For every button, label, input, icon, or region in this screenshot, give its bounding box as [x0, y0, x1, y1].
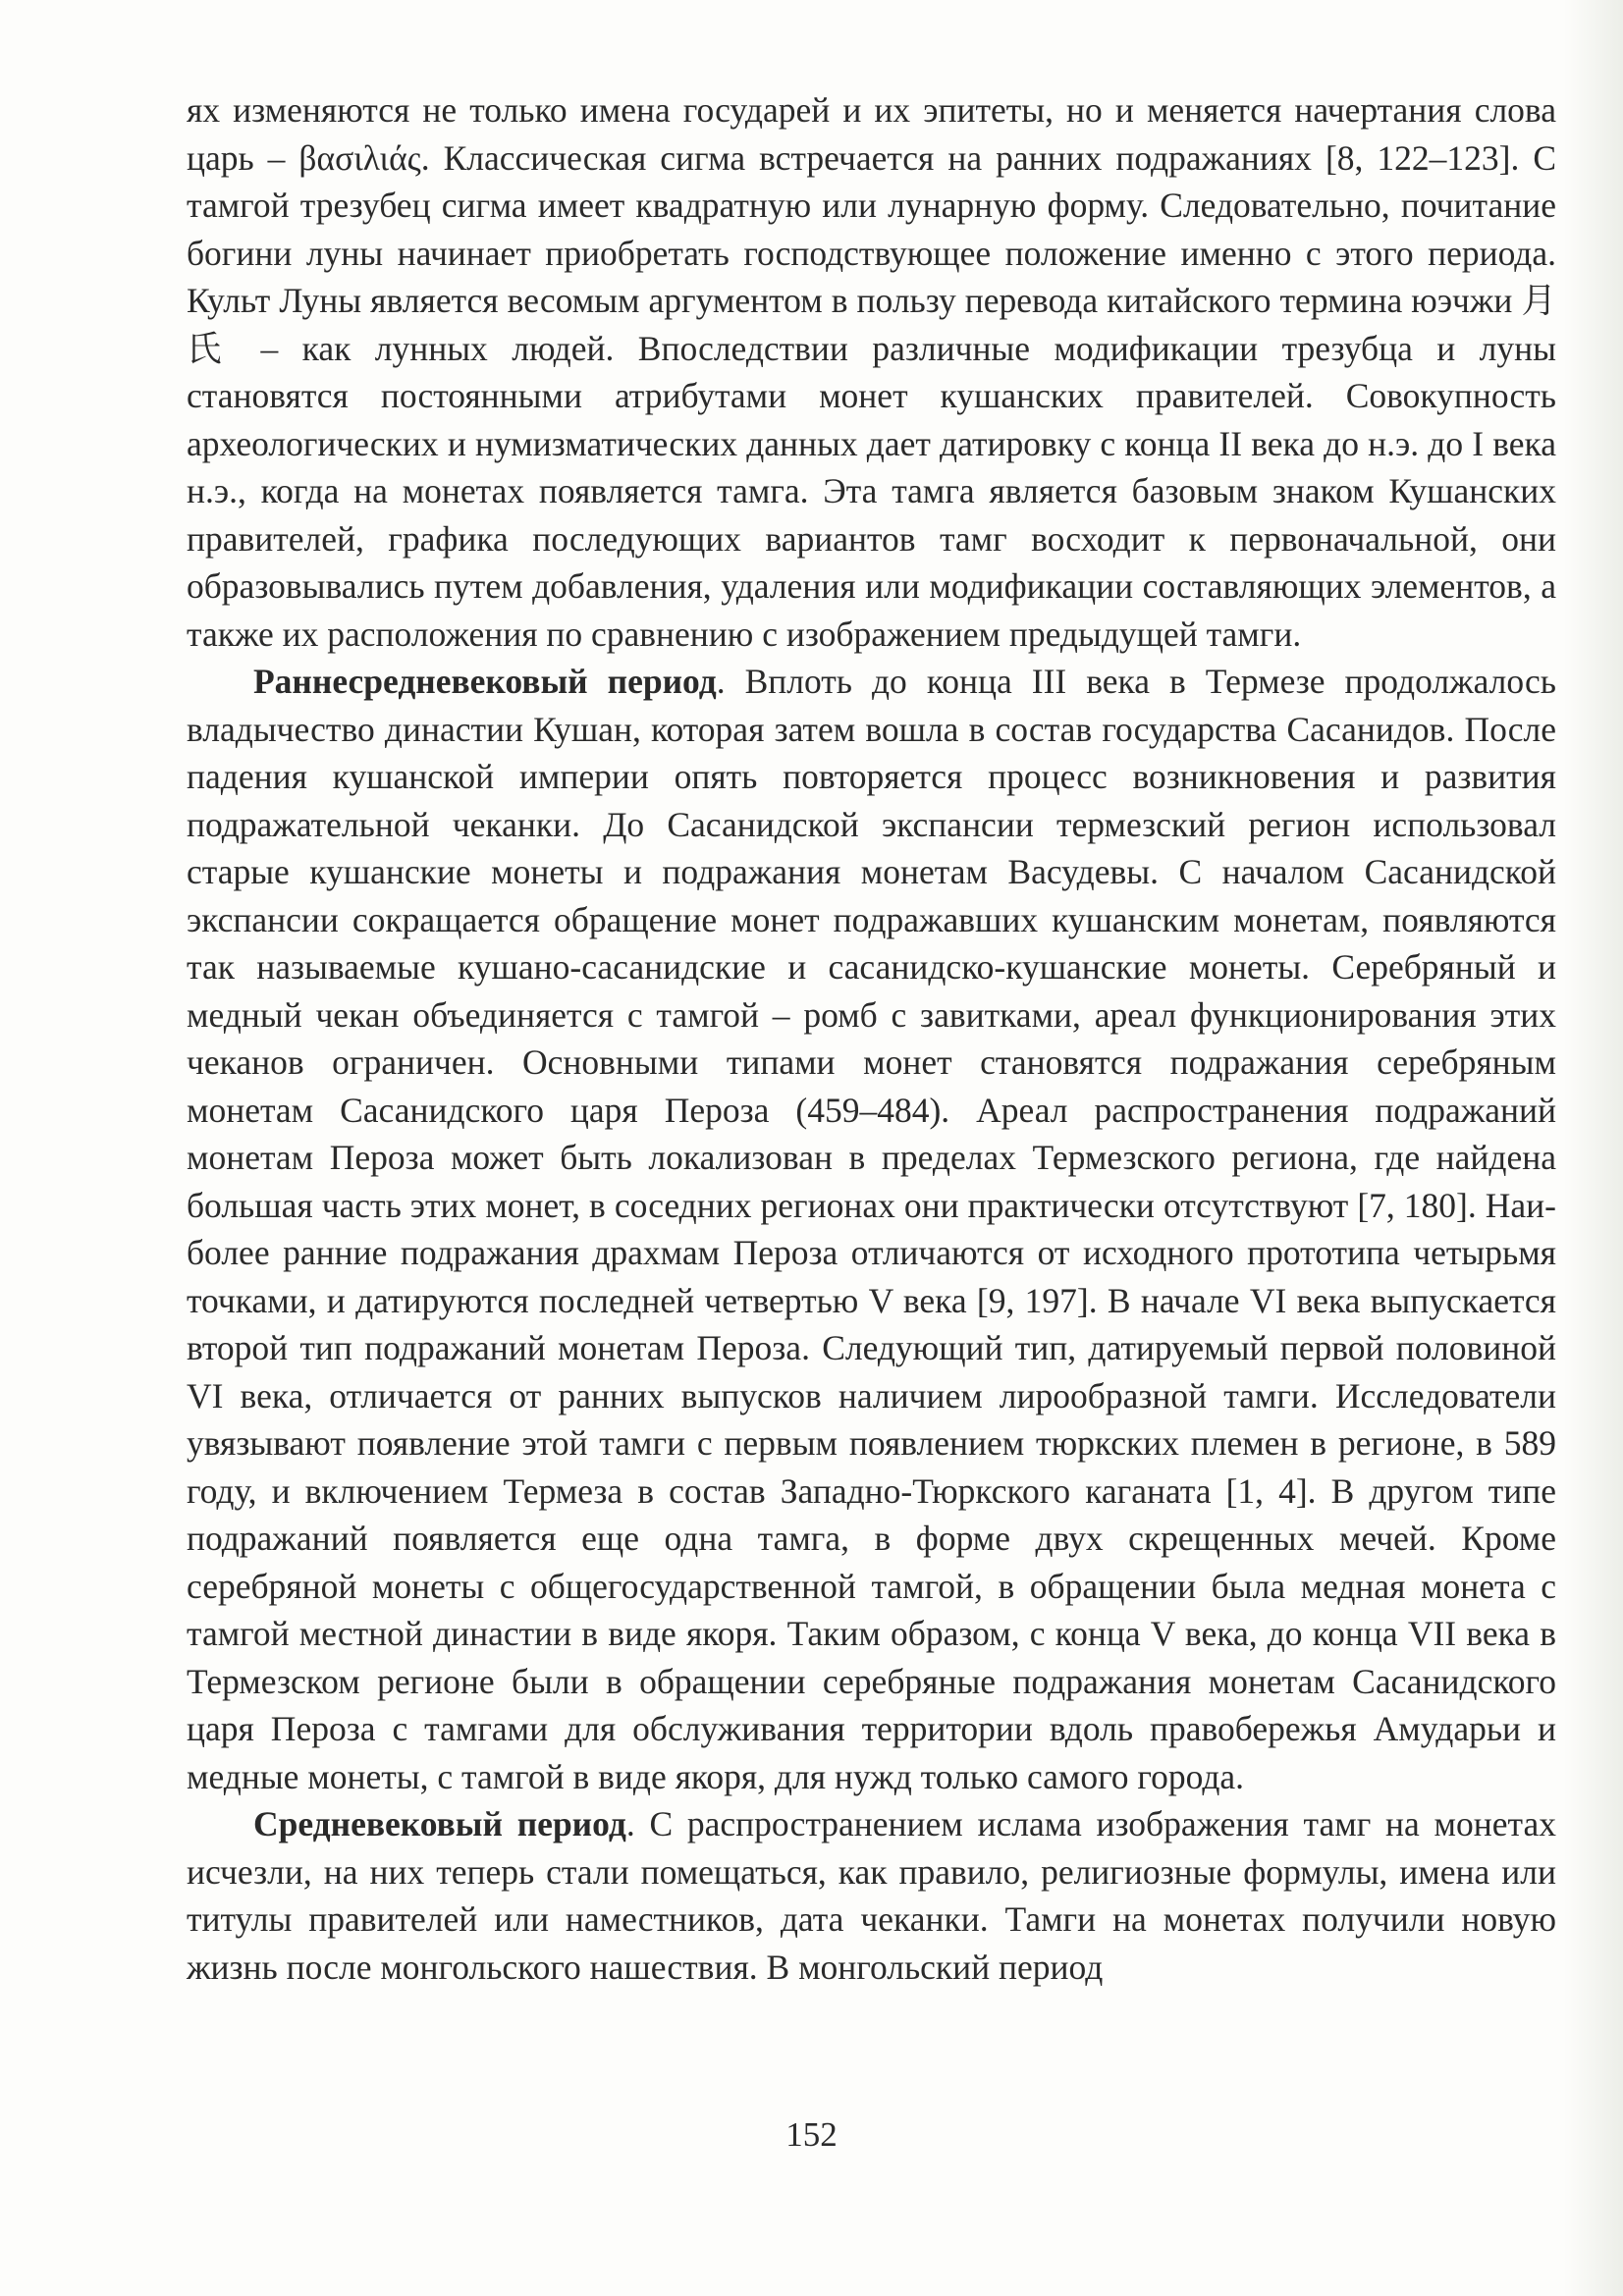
section-heading-early-medieval: Раннесредневековый период — [253, 662, 717, 701]
page-edge-shadow — [1564, 0, 1623, 2296]
paragraph-continuation — [187, 86, 1556, 658]
paragraph-body: . С распространением ислама изображения тамг на монетах исчезли, на них теперь стали помещаться, как правило, религиозные формулы, имена или титулы правителей или наместников, дата чеканки. Тамги на монетах получили новую жизнь после монгольского нашествия. В монгольский период — [187, 1804, 1556, 1987]
paragraph-medieval — [187, 1800, 1556, 1991]
page-text — [187, 86, 1556, 1991]
paragraph-body: . Вплоть до конца III века в Термезе продолжалось владычество династии Кушан, которая затем вошла в состав государства Сасанидов. После падения кушанской империи опять повторяется процесс возникновения и развития подражательной чеканки. До Сасанидской экспансии термезский регион использовал старые кушанские монеты и подражания монетам Васудевы. С началом Сасанидской экспансии сокращается обращение монет подражавших кушанским монетам, появляются так называемые кушано-сасанидские и сасанидско-кушанские монеты. Серебряный и медный чекан объединяется с тамгой – ромб с завитками, ареал функционирования этих чеканов ограничен. Основными типами монет становятся подражания серебряным монетам Сасанидского царя Пероза (459–484). Ареал распространения подражаний монетам Пероза может быть локализован в пределах Термезского региона, где найдена большая часть этих монет, в соседних регионах они практически отсутствуют [7, 180]. Наиболее ранние подражания драхмам Пероза отличаются от исходного прототипа четырьмя точками, и датируются последней четвертью V века [9, 197]. В начале VI века выпускается второй тип подражаний монетам Пероза. Следующий тип, датируемый первой половиной VI века, отличается от ранних выпусков наличием лирообразной тамги. Исследователи увязывают появление этой тамги с первым появлением тюркских племен в регионе, в 589 году, и включением Термеза в состав Западно-Тюркского каганата [1, 4]. В другом типе подражаний появляется еще одна тамга, в форме двух скрещенных мечей. Кроме серебряной монеты с общегосударственной тамгой, в обращении была медная монета с тамгой местной династии в виде якоря. Таким образом, с конца V века, до конца VII века в Термезском регионе были в обращении серебряные подражания монетам Сасанидского царя Пероза с тамгами для обслуживания территории вдоль правобережья Амударьи и медные монеты, с тамгой в виде якоря, для нужд только самого города. — [187, 662, 1556, 1796]
page-number: 152 — [785, 2115, 838, 2154]
paragraph-early-medieval — [187, 658, 1556, 1800]
paragraph-body: ях изменяются не только имена государей и их эпитеты, но и меняется начертания слова царь – βασιλιάς. Классическая сигма встречается на ранних подражаниях [8, 122–123]. С тамгой трезубец сигма имеет квадратную или лунарную форму. Следовательно, почитание богини луны начинает приобретать господствующее положение именно с этого периода. Культ Луны является весомым аргументом в пользу перевода китайского термина юэчжи 月氏 – как лунных людей. Впоследствии различные модификации трезубца и луны становятся постоянными атрибутами монет кушанских правителей. Совокупность археологических и нумизматических данных дает датировку с конца II века до н.э. до I века н.э., когда на монетах появляется тамга. Эта тамга является базовым знаком Кушанских правителей, графика последующих вариантов тамг восходит к первоначальной, они образовывались путем добавления, удаления или модификации составляющих элементов, а также их расположения по сравнению с изображением предыдущей тамги. — [187, 90, 1556, 654]
section-heading-medieval: Средневековый период — [253, 1804, 626, 1843]
